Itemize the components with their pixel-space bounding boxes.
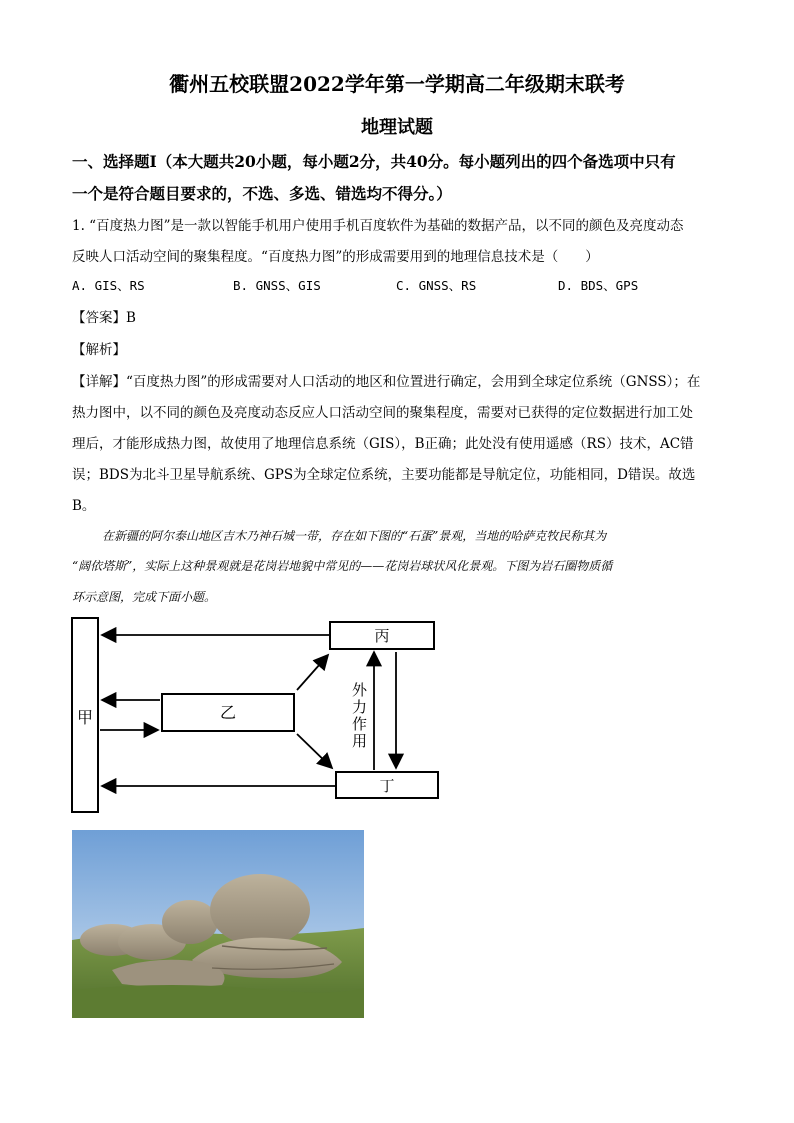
option-c: C. GNSS、RS [396, 278, 477, 293]
arrow-yi-to-ding [297, 734, 332, 768]
passage-line: 在新疆的阿尔泰山地区吉木乃神石城一带，存在如下图的“石蛋”景观，当地的哈萨克牧民称其为 [102, 529, 607, 543]
option-d: D. BDS、GPS [558, 278, 639, 293]
answer-tag: 【答案】B [72, 310, 136, 326]
arrow-yi-to-bing [297, 655, 328, 690]
question-stem-line1: 1. “百度热力图”是一款以智能手机用户使用手机百度软件为基础的数据产品，以不同的颜色及亮度动态 [72, 218, 684, 234]
label-bing: 丙 [374, 627, 390, 645]
option-a: A. GIS、RS [72, 278, 145, 293]
section-heading-line2: 一个是符合题目要求的，不选、多选、错选均不得分。） [72, 184, 452, 203]
rock-cycle-diagram [60, 610, 460, 820]
question-stem-line2: 反映人口活动空间的聚集程度。“百度热力图”的形成需要用到的地理信息技术是（ ） [72, 249, 599, 265]
label-jia: 甲 [76, 708, 94, 727]
passage-line: 环示意图，完成下面小题。 [72, 590, 217, 604]
detail-line: 理后，才能形成热力图，故使用了地理信息系统（GIS），B正确；此处没有使用遥感（RS）技术，AC错 [72, 436, 694, 452]
label-ding: 丁 [379, 777, 395, 795]
detail-line: 热力图中，以不同的颜色及亮度动态反应人口活动空间的聚集程度，需要对已获得的定位数据进行加工处 [72, 405, 693, 421]
label-external-force: 外力作用 [352, 681, 368, 750]
option-b: B. GNSS、GIS [233, 278, 321, 293]
granite-boulder-photo [72, 830, 364, 1018]
detail-line: 【详解】“百度热力图”的形成需要对人口活动的地区和位置进行确定，会用到全球定位系统（GNSS）；在 [72, 374, 701, 390]
detail-line: B。 [72, 498, 96, 514]
label-yi: 乙 [219, 703, 237, 722]
page-subtitle: 地理试题 [361, 117, 433, 138]
detail-line: 误；BDS为北斗卫星导航系统、GPS为全球定位系统，主要功能都是导航定位，功能相同，D错误。故选 [72, 467, 696, 483]
passage-line: “阔依塔斯”，实际上这种景观就是花岗岩地貌中常见的——花岗岩球状风化景观。下图为岩石圈物质循 [72, 559, 613, 573]
analysis-tag: 【解析】 [72, 342, 126, 358]
page-title: 衢州五校联盟2022学年第一学期高二年级期末联考 [169, 72, 625, 96]
section-heading-line1: 一、选择题Ⅰ（本大题共20小题，每小题2分，共40分。每小题列出的四个备选项中只有 [72, 152, 676, 171]
